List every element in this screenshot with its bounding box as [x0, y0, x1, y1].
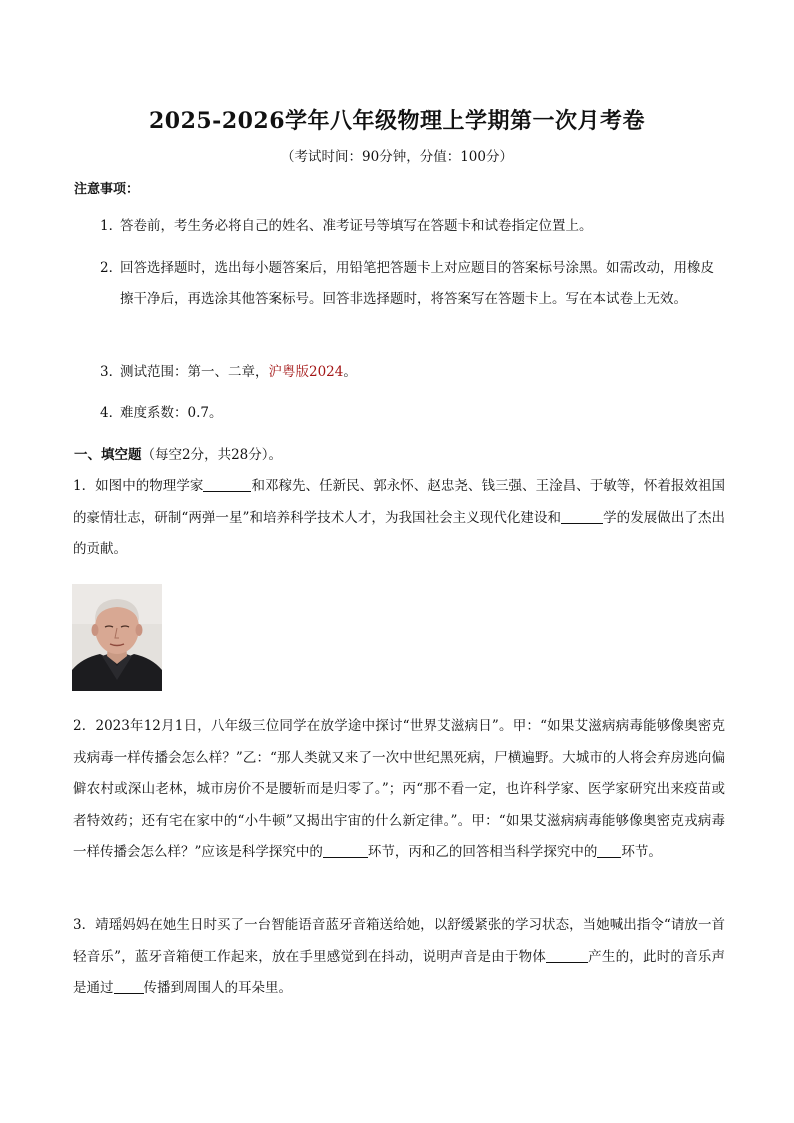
answer-blank[interactable] — [323, 844, 368, 859]
question-3 — [73, 910, 725, 1005]
section-label: 一、填空题 — [74, 447, 142, 463]
question-text: 和邓稼先、任新民、郭永怀、赵忠尧、钱三强、王淦昌、于敏等，怀着报效祖国的豪情壮志，研制“两弹一星”和培养科学技术人才，为我国社会主义现代化建设和 — [73, 478, 725, 526]
notice-item — [100, 253, 725, 315]
notice-item — [100, 357, 725, 388]
notice-text: 回答选择题时，选出每小题答案后，用铅笔把答题卡上对应题目的答案标号涂黑。如需改动，用橡皮擦干净后，再选涂其他答案标号。回答非选择题时，将答案写在答题卡上。写在本试卷上无效。 — [120, 260, 714, 307]
notice-text: 答卷前，考生务必将自己的姓名、准考证号等填写在答题卡和试卷指定位置上。 — [120, 218, 593, 234]
notice-text — [100, 357, 725, 388]
notice-text: 难度系数：0.7。 — [120, 405, 223, 421]
section-note: （每空2分，共28分）。 — [141, 447, 283, 463]
exam-title: 2025-2026学年八年级物理上学期第一次月考卷 — [148, 108, 646, 134]
physicist-photo — [72, 584, 162, 691]
answer-blank[interactable] — [546, 948, 588, 963]
answer-blank[interactable] — [561, 509, 603, 524]
question-text: 传播到周围人的耳朵里。 — [143, 980, 292, 996]
answer-blank[interactable] — [203, 478, 251, 493]
notice-text-part: 测试范围：第一、二章， — [120, 364, 269, 380]
question-text: 学的发展做出了杰出的贡献。 — [73, 509, 725, 557]
exam-subtitle: （考试时间：90分钟，分值：100分） — [281, 149, 513, 165]
notice-number: 1． — [100, 218, 123, 234]
question-text: 3．靖瑶妈妈在她生日时买了一台智能语音蓝牙音箱送给她，以舒缓紧张的学习状态，当她喊出指令“请放一首轻音乐”，蓝牙音箱便工作起来，放在手里感觉到在抖动，说明声音是由于物体 — [73, 917, 725, 965]
notice-item — [100, 211, 725, 242]
answer-blank[interactable] — [597, 844, 621, 859]
question-2 — [73, 711, 725, 869]
question-text: 1．如图中的物理学家 — [73, 478, 204, 494]
question-text: 产生的，此时的音乐声是通过 — [73, 948, 726, 996]
question-text: 2．2023年12月1日，八年级三位同学在放学途中探讨“世界艾滋病日”。甲：“如果艾滋病病毒能够像奥密克戎病毒一样传播会怎么样？”乙：“那人类就又来了一次中世纪黑死病，尸横遍野。大城市的人将会弃房逃向偏僻农村或深山老林，城市房价不是腰斩而是归零了。”；丙“那不看一定，也许科学家、医学家研究出来疫苗或者特效药；还有宅在家中的“小牛顿”又揭出宇宙的什么新定律。”。甲：“如果艾滋病病毒能够像奥密克戎病毒一样传播会怎么样？”应该是科学探究中的 — [73, 718, 725, 860]
notice-number: 4． — [100, 405, 123, 421]
answer-blank[interactable] — [114, 980, 144, 995]
notice-number: 2． — [100, 260, 123, 276]
question-1 — [73, 471, 725, 566]
notice-text-part: 。 — [343, 364, 357, 380]
notice-heading: 注意事项： — [74, 182, 140, 197]
scope-highlight: 沪粤版2024 — [268, 364, 344, 380]
question-text: 环节，丙和乙的回答相当科学探究中的 — [367, 844, 598, 860]
notice-item — [100, 398, 725, 429]
notice-number: 3． — [100, 364, 123, 380]
section-heading — [74, 443, 282, 463]
question-text: 环节。 — [621, 844, 662, 860]
